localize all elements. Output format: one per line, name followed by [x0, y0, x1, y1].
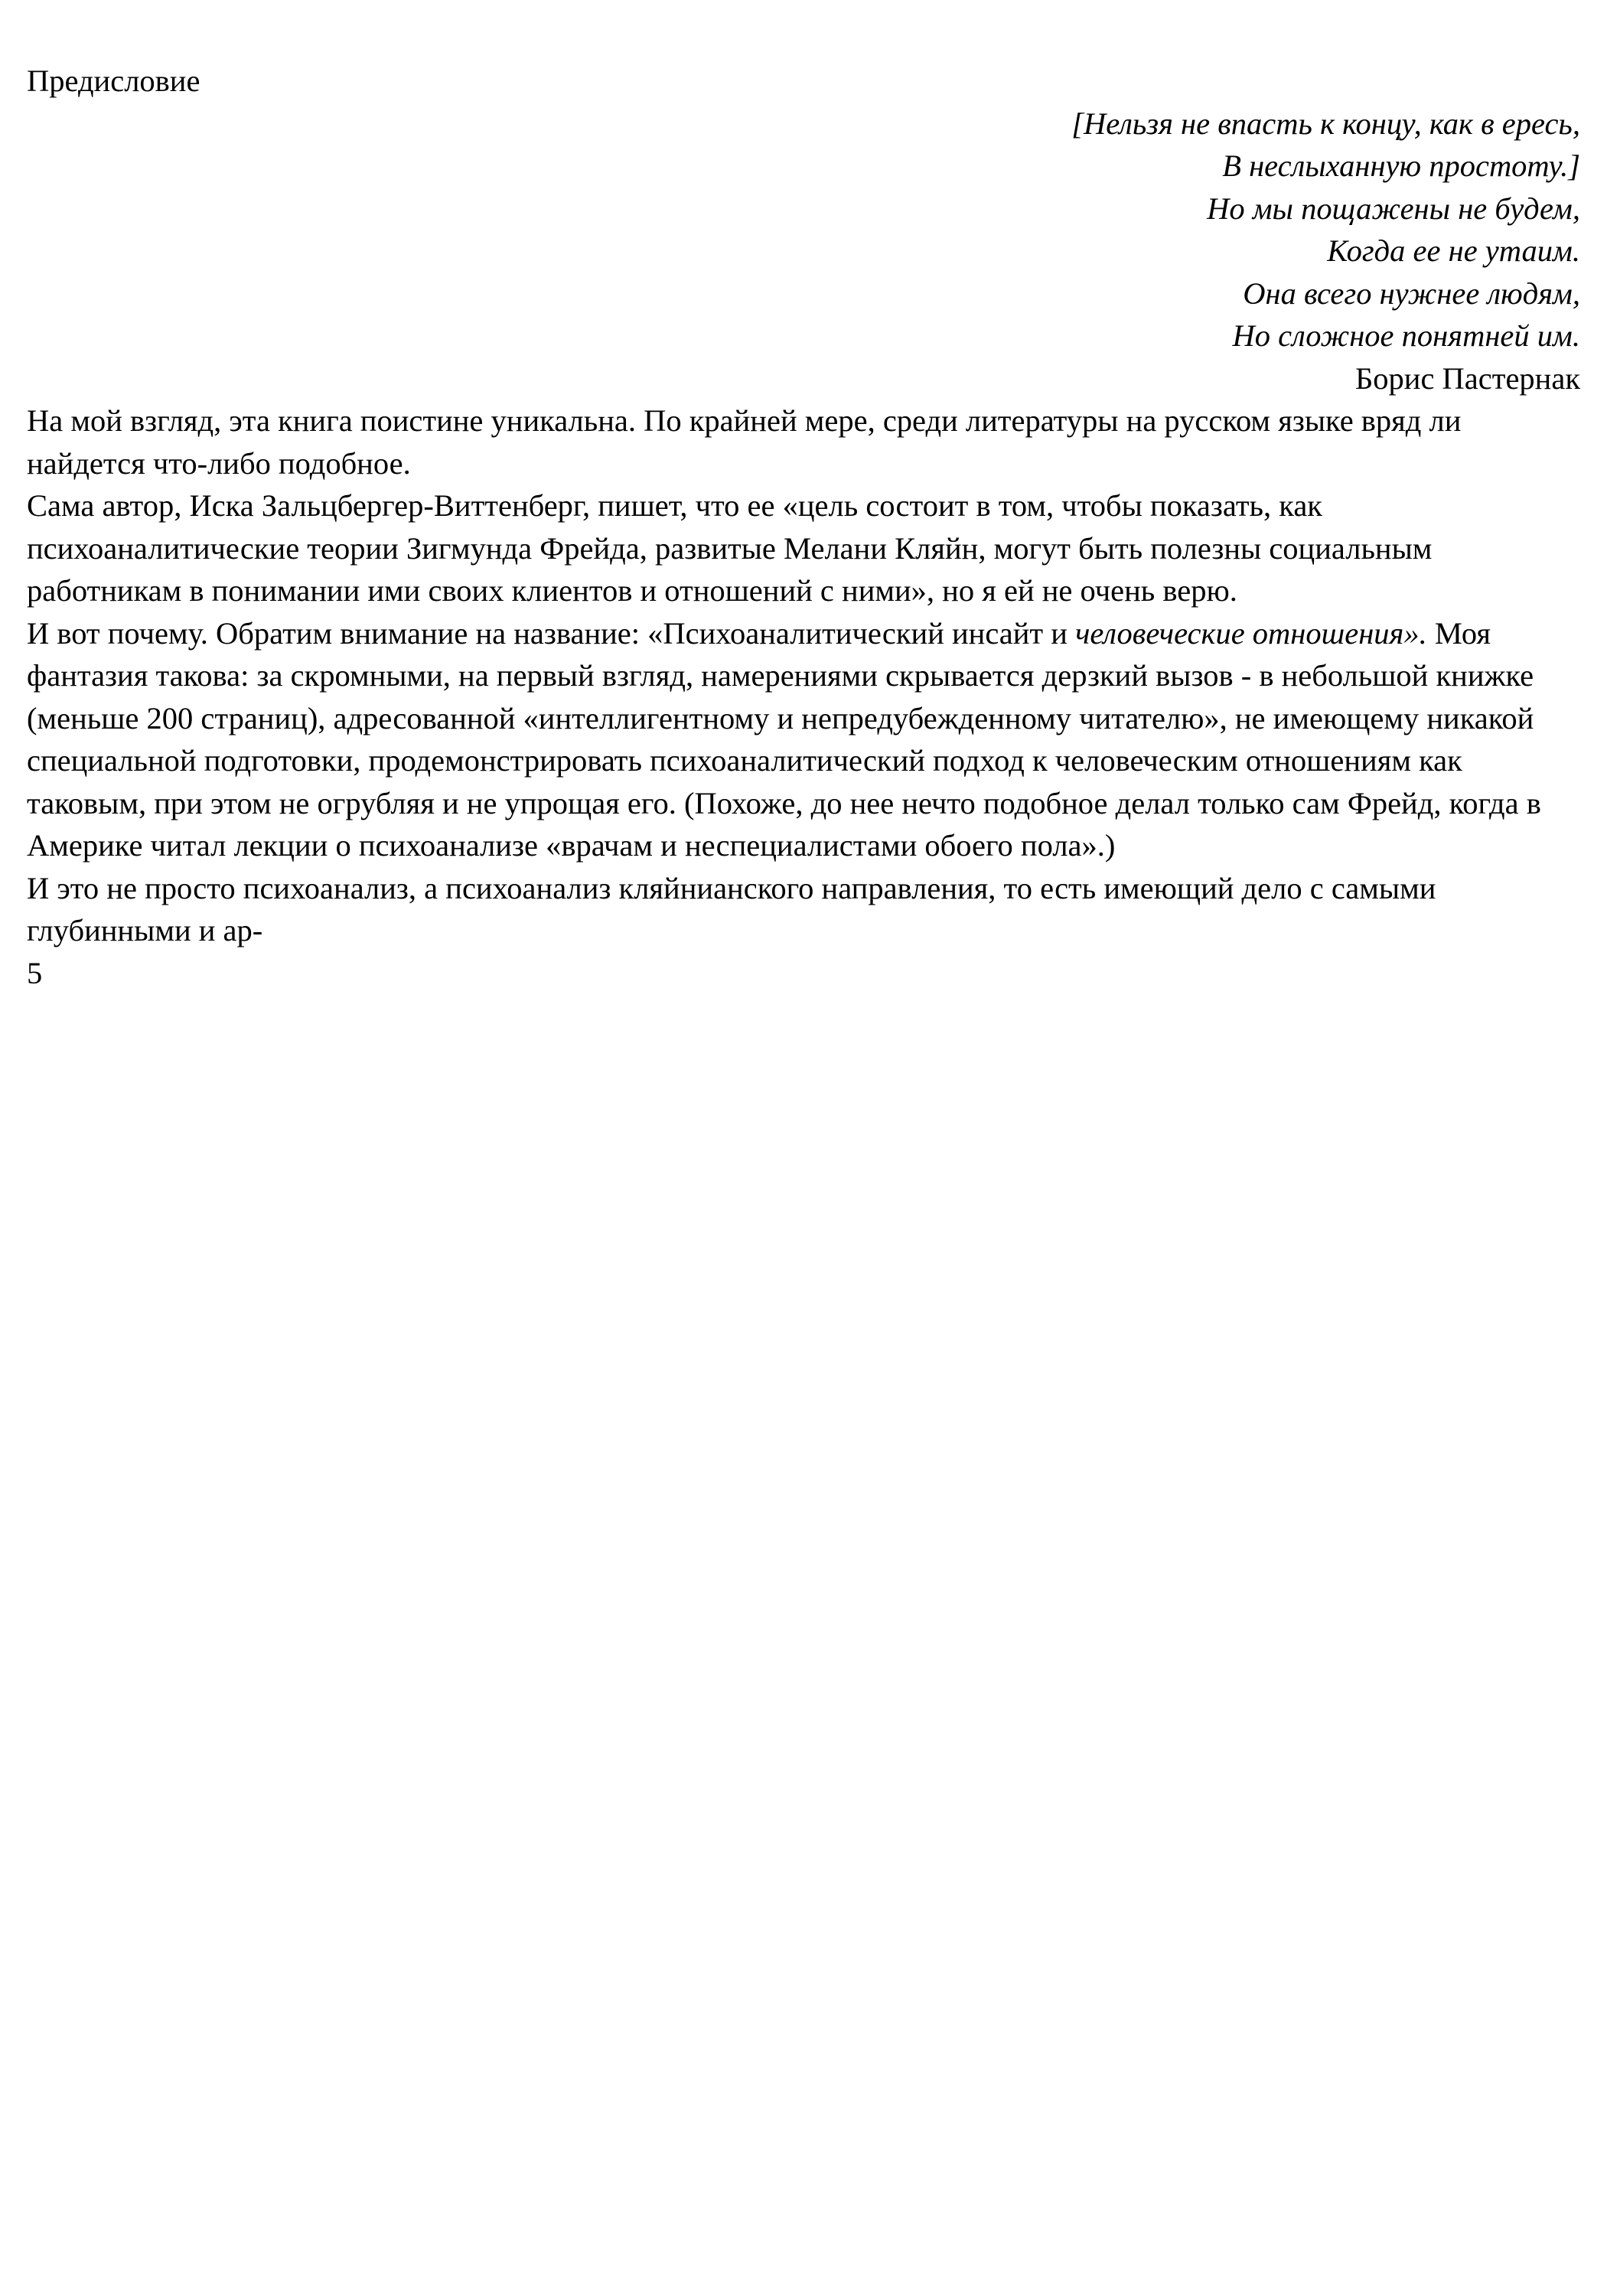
section-heading: Предисловие [27, 64, 200, 98]
epigraph-line-2: В неслыханную простоту.] [1222, 148, 1580, 183]
paragraph-3 [27, 612, 1580, 867]
epigraph-line-1: [Нельзя не впасть к концу, как в ересь, [1071, 106, 1580, 141]
page-number: 5 [27, 955, 43, 990]
paragraph-4: И это не просто психоанализ, а психоанализ кляйнианского направления, то есть имеющий дело с самыми глубинными и ар- [27, 870, 1436, 947]
paragraph-2: Сама автор, Иска Зальцбергер-Виттенберг, пишет, что ее «цель состоит в том, чтобы показать, как психоаналитические теории Зигмунда Фрейда, развитые Мелани Кляйн, могут быть полезны социальным работникам в понимании ими своих клиентов и отношений с ними», но я ей не очень верю. [27, 488, 1433, 608]
document-page [27, 60, 1580, 994]
paragraph-3-italic-title: человеческие отношения». [1075, 615, 1427, 651]
paragraph-3-text-start: И вот почему. Обратим внимание на название: «Психоаналитический инсайт и [27, 615, 1076, 651]
epigraph-line-4: Когда ее не утаим. [1327, 233, 1580, 268]
epigraph-line-5: Она всего нужнее людям, [1243, 276, 1580, 311]
paragraph-3-text-end: Моя фантазия такова: за скромными, на первый взгляд, намерениями скрывается дерзкий вызов - в небольшой книжке (меньше 200 страниц), адресованной «интеллигентному и непредубежденному читателю», не имеющему никакой специальной подготовки, продемонстрировать психоаналитический подход к человеческим отношениям как таковым, при этом не огрубляя и не упрощая его. (Похоже, до нее нечто подобное делал только сам Фрейд, когда в Америке читал лекции о психоанализе «врачам и неспециалистами обоего пола».) [27, 615, 1541, 863]
epigraph-line-6: Но сложное понятней им. [1232, 318, 1580, 353]
paragraph-1: На мой взгляд, эта книга поистине уникальна. По крайней мере, среди литературы на русском языке вряд ли найдется что-либо подобное. [27, 403, 1462, 481]
epigraph-line-3: Но мы пощажены не будем, [1207, 191, 1580, 226]
epigraph-author: Борис Пастернак [1355, 360, 1580, 396]
epigraph [27, 103, 1580, 400]
